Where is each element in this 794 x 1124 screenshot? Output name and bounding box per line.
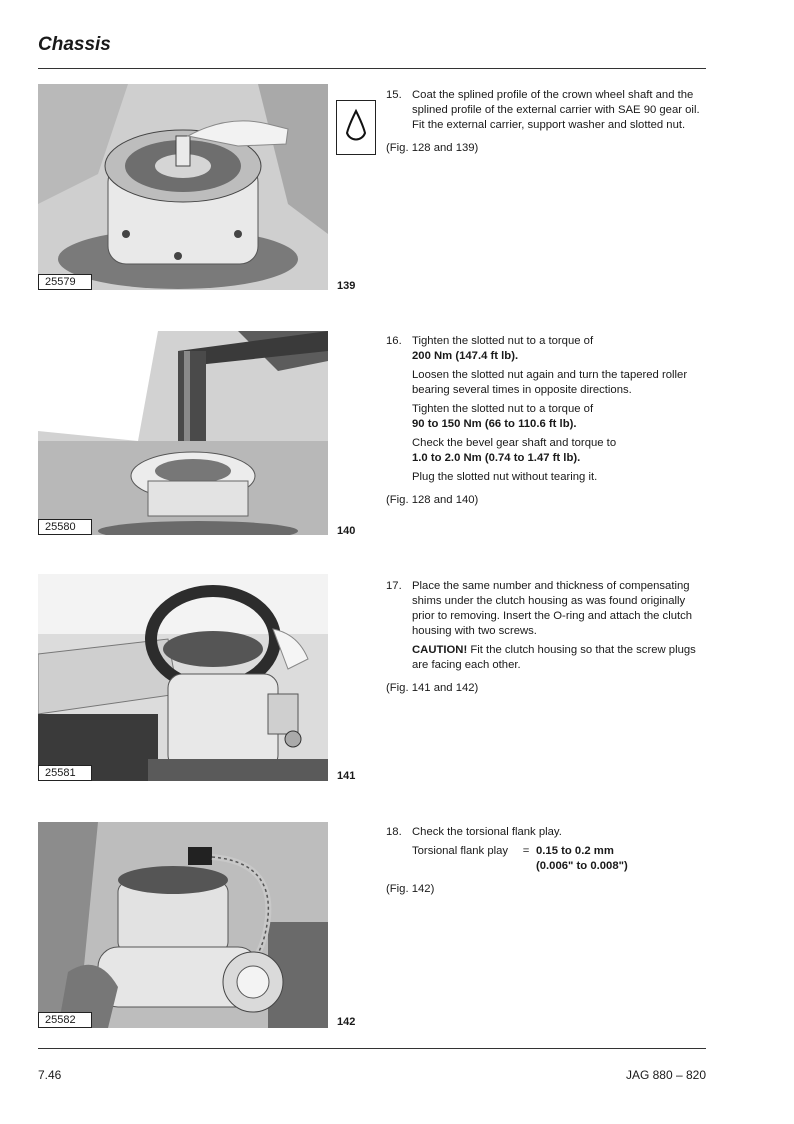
caution-text: Fit the clutch housing so that the screw plugs are facing each other. [412, 644, 696, 671]
step-number: 15. [386, 89, 402, 101]
figure-number: 141 [337, 770, 356, 782]
torque-value: 1.0 to 2.0 Nm (0.74 to 1.47 ft lb). [412, 452, 581, 464]
torque-value: 200 Nm (147.4 ft lb). [412, 350, 519, 362]
footer-divider [38, 1048, 706, 1049]
spec-value-imperial: (0.006" to 0.008") [536, 860, 628, 872]
step-text: Place the same number and thickness of compensating shims under the clutch housing as was found originally prior to removing. Insert the O-ring and attach the clutch housing with two screws. [412, 580, 693, 637]
caution-label: CAUTION! [412, 644, 468, 656]
figure-reference: (Fig. 141 and 142) [386, 682, 479, 694]
header-divider [38, 68, 706, 69]
step-text: Loosen the slotted nut again and turn the tapered roller bearing several times in opposite directions. [412, 369, 688, 396]
spec-label: Torsional flank play [412, 845, 509, 857]
figure-number: 139 [337, 280, 356, 292]
step-text: Plug the slotted nut without tearing it. [412, 471, 598, 483]
step-number: 16. [386, 335, 402, 347]
step-text: Coat the splined profile of the crown wheel shaft and the splined profile of the external carrier with SAE 90 gear oil. Fit the external carrier, support washer and slotted nut. [412, 89, 700, 131]
figure-photo-140 [38, 331, 328, 535]
step-text: Tighten the slotted nut to a torque of [412, 403, 594, 415]
step-15 [386, 88, 708, 156]
step-17 [386, 579, 708, 696]
figure-reference: (Fig. 128 and 140) [386, 494, 479, 506]
figure-id-label: 25579 [38, 274, 92, 290]
figure-number: 142 [337, 1016, 356, 1028]
figure-id-label: 25581 [38, 765, 92, 781]
step-text: Tighten the slotted nut to a torque of [412, 335, 594, 347]
step-text: Check the torsional flank play. [412, 826, 562, 838]
figure-reference: (Fig. 142) [386, 883, 435, 895]
model-label: JAG 880 – 820 [625, 1068, 706, 1082]
step-16 [386, 334, 708, 508]
figure-photo-142 [38, 822, 328, 1028]
step-number: 18. [386, 826, 402, 838]
figure-reference: (Fig. 128 and 139) [386, 142, 479, 154]
step-18 [386, 825, 708, 897]
step-text: Check the bevel gear shaft and torque to [412, 437, 617, 449]
spec-row [412, 844, 708, 874]
step-number: 17. [386, 580, 402, 592]
oil-drop-icon [336, 100, 376, 155]
page-number: 7.46 [38, 1068, 62, 1082]
spec-equals: = [522, 845, 530, 857]
spec-value-metric: 0.15 to 0.2 mm [536, 845, 614, 857]
figure-id-label: 25580 [38, 519, 92, 535]
figure-number: 140 [337, 525, 356, 537]
figure-photo-139 [38, 84, 328, 290]
figure-id-label: 25582 [38, 1012, 92, 1028]
page-title: Chassis [38, 34, 111, 55]
torque-value: 90 to 150 Nm (66 to 110.6 ft lb). [412, 418, 577, 430]
figure-photo-141 [38, 574, 328, 781]
